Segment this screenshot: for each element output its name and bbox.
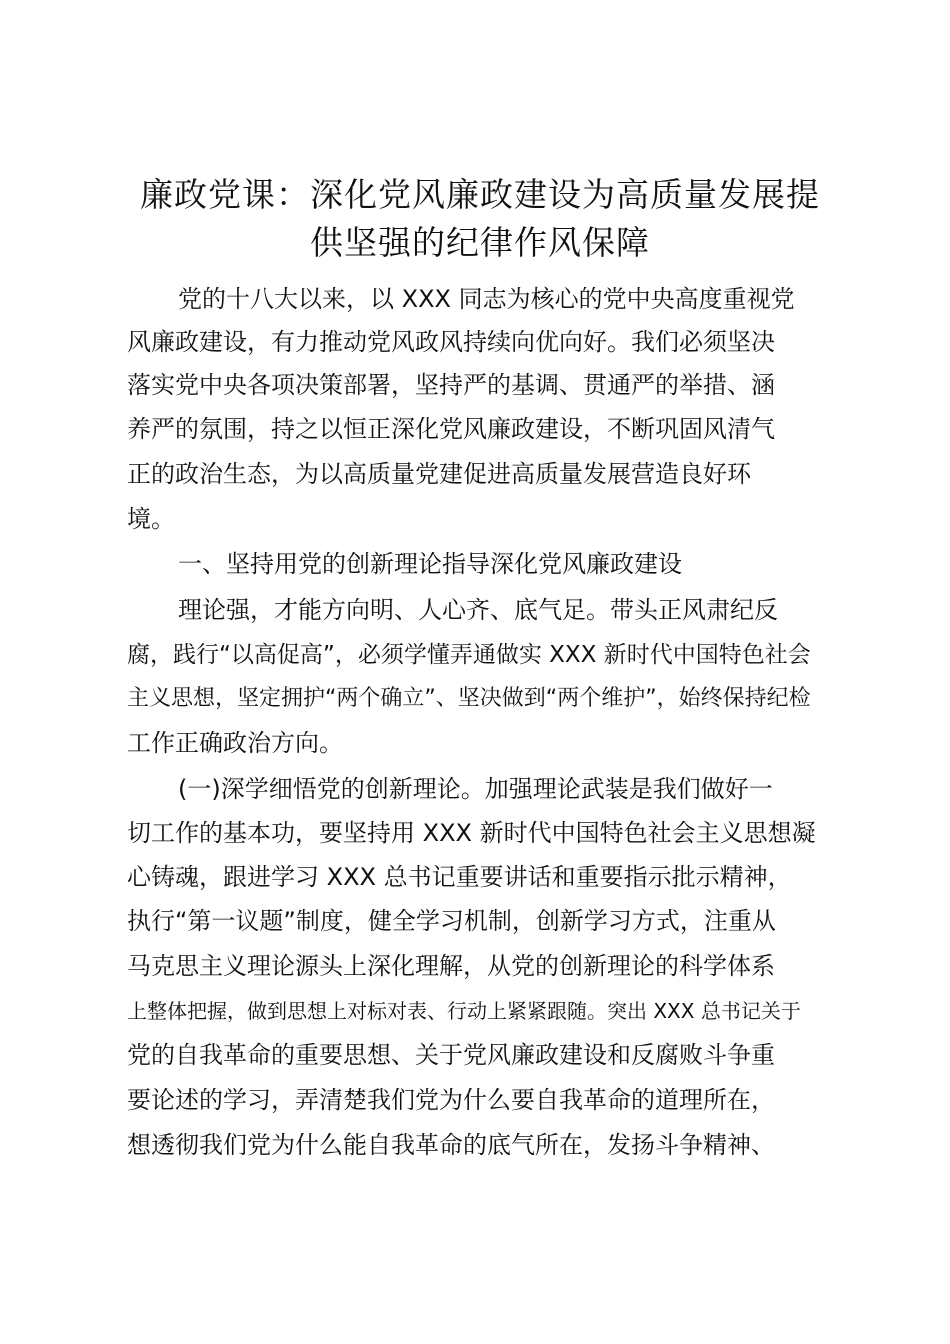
paragraph-line: 执行“第一议题”制度，健全学习机制，创新学习方式，注重从 — [127, 907, 776, 935]
paragraph-line: 工作正确政治方向。 — [127, 729, 343, 757]
paragraph-line: 落实党中央各项决策部署，坚持严的基调、贯通严的举措、涵 — [127, 371, 775, 399]
paragraph-line: 心铸魂，跟进学习 XXX 总书记重要讲话和重要指示批示精神， — [127, 863, 792, 891]
paragraph-line: 想透彻我们党为什么能自我革命的底气所在，发扬斗争精神、 — [127, 1131, 775, 1159]
paragraph-line: 理论强，才能方向明、人心齐、底气足。带头正风肃纪反 — [178, 596, 778, 624]
document-title-line-1: 廉政党课：深化党风廉政建设为高质量发展提 — [140, 175, 820, 214]
section-heading: 一、坚持用党的创新理论指导深化党风廉政建设 — [178, 550, 682, 578]
subsection-paragraph-line: (一)深学细悟党的创新理论。加强理论武装是我们做好一 — [178, 775, 773, 803]
paragraph-line: 养严的氛围，持之以恒正深化党风廉政建设，不断巩固风清气 — [127, 415, 775, 443]
paragraph-line: 党的十八大以来，以 XXX 同志为核心的党中央高度重视党 — [178, 285, 795, 313]
paragraph-line: 风廉政建设，有力推动党风政风持续向优向好。我们必须坚决 — [127, 328, 775, 356]
paragraph-line: 要论述的学习，弄清楚我们党为什么要自我革命的道理所在， — [127, 1086, 775, 1114]
paragraph-line: 腐，践行“以高促高”，必须学懂弄通做实 XXX 新时代中国特色社会 — [127, 642, 811, 668]
paragraph-line: 切工作的基本功，要坚持用 XXX 新时代中国特色社会主义思想凝 — [127, 819, 816, 847]
paragraph-line: 上整体把握，做到思想上对标对表、行动上紧紧跟随。突出 XXX 总书记关于 — [127, 999, 801, 1023]
paragraph-line: 正的政治生态，为以高质量党建促进高质量发展营造良好环 — [127, 460, 751, 488]
paragraph-line: 境。 — [127, 505, 175, 533]
document-title-line-2: 供坚强的纪律作风保障 — [310, 223, 650, 262]
paragraph-line: 马克思主义理论源头上深化理解，从党的创新理论的科学体系 — [127, 952, 775, 980]
paragraph-line: 党的自我革命的重要思想、关于党风廉政建设和反腐败斗争重 — [127, 1041, 775, 1069]
paragraph-line: 主义思想，坚定拥护“两个确立”、坚决做到“两个维护”，始终保持纪检 — [127, 686, 811, 711]
